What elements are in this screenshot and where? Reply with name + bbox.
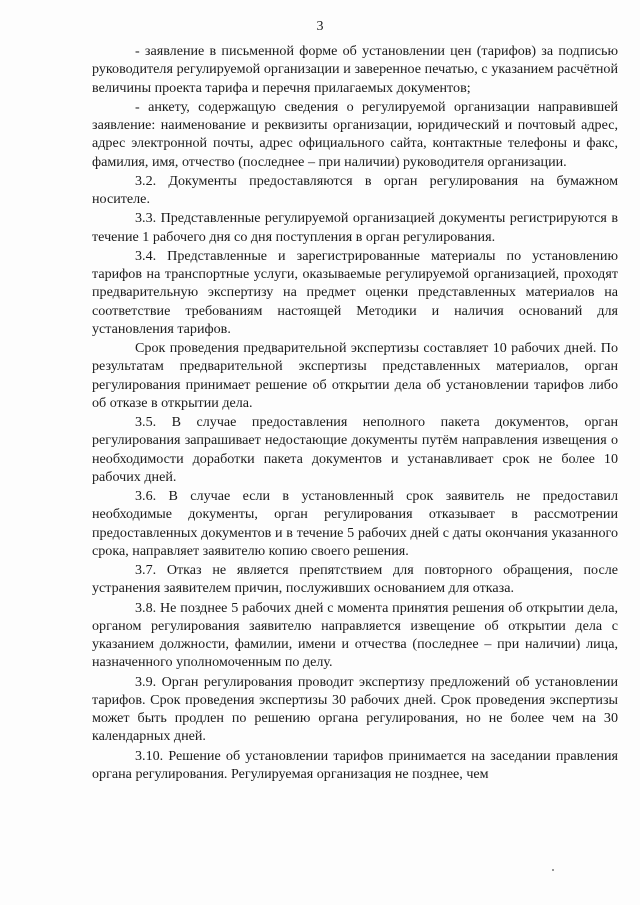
- scan-speck: [552, 869, 554, 871]
- paragraph-application: - заявление в письменной форме об установлении цен (тарифов) за подписью руководителя регулируемой организации и заверенное печатью, с указанием расчётной величины проекта тарифа и перечня прилагаемых документов;: [92, 43, 618, 96]
- paragraph-3-7: 3.7. Отказ не является препятствием для повторного обращения, после устранения заявителем причин, послуживших основанием для отказа.: [92, 562, 618, 597]
- paragraph-3-9: 3.9. Орган регулирования проводит экспертизу предложений об установлении тарифов. Срок проведения экспертизы 30 рабочих дней. Срок проведения экспертизы может быть продлен по решению органа регулирования, но не более чем на 30 календарных дней.: [92, 673, 618, 745]
- document-body: [92, 42, 618, 783]
- paragraph-3-8: 3.8. Не позднее 5 рабочих дней с момента принятия решения об открытии дела, органом регулирования заявителю направляется извещение об открытии дела с указанием должности, фамилии, имени и отчества (последнее – при наличии) лица, назначенного уполномоченным по делу.: [92, 599, 618, 671]
- paragraph-questionnaire: - анкету, содержащую сведения о регулируемой организации направившей заявление: наименование и реквизиты организации, юридический и почтовый адрес, адрес электронной почты, адрес официального сайта, контактные телефоны и факс, фамилия, имя, отчество (последнее – при наличии) руководителя организации.: [92, 98, 618, 170]
- paragraph-3-5: 3.5. В случае предоставления неполного пакета документов, орган регулирования запрашивает недостающие документы путём направления извещения о необходимости доработки пакета документов и устанавливает срок не более 10 рабочих дней.: [92, 414, 618, 485]
- paragraph-3-2: 3.2. Документы предоставляются в орган регулирования на бумажном носителе.: [92, 172, 618, 207]
- paragraph-3-6: 3.6. В случае если в установленный срок заявитель не предоставил необходимые документы, орган регулирования отказывает в рассмотрении предоставленных документов и в течение 5 рабочих дней с даты окончания указанного срока, направляет заявителю копию своего решения.: [92, 488, 618, 559]
- paragraph-3-10: 3.10. Решение об установлении тарифов принимается на заседании правления органа регулирования. Регулируемая организация не позднее, чем: [92, 747, 618, 782]
- paragraph-preliminary-review: Срок проведения предварительной экспертизы составляет 10 рабочих дней. По результатам предварительной экспертизы представленных материалов, орган регулирования принимает решение об открытии дела об установлении тарифов либо об отказе в открытии дела.: [92, 340, 618, 411]
- paragraph-3-4: 3.4. Представленные и зарегистрированные материалы по установлению тарифов на транспортные услуги, оказываемые регулируемой организацией, проходят предварительную экспертизу на предмет оценки представленных материалов на соответствие требованиям настоящей Методики и наличия оснований для установления тарифов.: [92, 247, 618, 337]
- page-number: 3: [316, 19, 324, 34]
- paragraph-3-3: 3.3. Представленные регулируемой организацией документы регистрируются в течение 1 рабочего дня со дня поступления в орган регулирования.: [92, 210, 618, 245]
